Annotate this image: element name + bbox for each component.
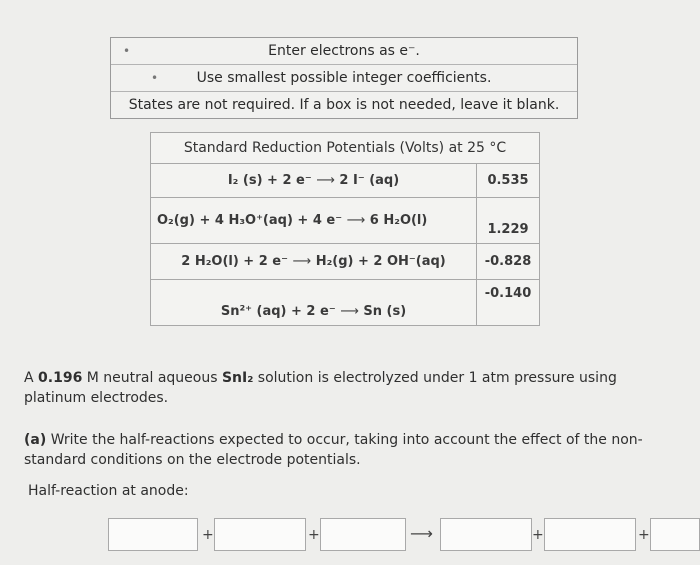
problem-suffix: solution is electrolyzed under 1 atm pressure using platinum electrodes.	[24, 370, 617, 406]
plus-sign: +	[638, 527, 650, 543]
products: H₂(g) + 2 OH⁻(aq)	[315, 254, 446, 269]
anode-product-box-2[interactable]	[544, 518, 636, 551]
anode-product-box-3[interactable]	[650, 518, 700, 551]
instruction-row	[111, 65, 577, 92]
compound-formula: SnI₂	[221, 370, 254, 386]
anode-label: Half-reaction at anode:	[28, 483, 189, 499]
part-text: Write the half-reactions expected to occur, taking into account the effect of the non-standard conditions on the electrode potentials.	[24, 432, 643, 468]
instruction-text: Enter electrons as e⁻.	[268, 43, 420, 59]
part-a-prompt	[24, 430, 674, 470]
bullet-icon: •	[123, 44, 131, 58]
table-row	[151, 164, 540, 198]
plus-sign: +	[202, 527, 214, 543]
reactants: 2 H₂O(l) + 2 e⁻	[181, 254, 288, 269]
products: 2 I⁻ (aq)	[339, 173, 400, 188]
products: Sn (s)	[363, 304, 407, 319]
table-row	[151, 198, 540, 244]
reaction-arrow-icon: ⟶	[316, 173, 335, 188]
table-row	[151, 280, 540, 326]
instruction-text: States are not required. If a box is not needed, leave it blank.	[128, 97, 560, 113]
reactants: Sn²⁺ (aq) + 2 e⁻	[220, 304, 336, 319]
table-title: Standard Reduction Potentials (Volts) at 25 °C	[151, 133, 540, 164]
anode-reactant-box-1[interactable]	[108, 518, 198, 551]
instructions-panel	[110, 37, 578, 119]
problem-mid: M neutral aqueous	[82, 370, 222, 386]
problem-statement	[24, 368, 664, 408]
reaction-cell	[151, 198, 477, 244]
problem-prefix: A	[24, 370, 34, 386]
instruction-text: Use smallest possible integer coefficients.	[196, 70, 492, 86]
reactants: O₂(g) + 4 H₃O⁺(aq) + 4 e⁻	[157, 213, 343, 228]
plus-sign: +	[308, 527, 320, 543]
anode-product-box-1[interactable]	[440, 518, 532, 551]
reaction-cell	[151, 280, 477, 326]
plus-sign: +	[532, 527, 544, 543]
potential-cell: -0.140	[477, 280, 540, 326]
reactants: I₂ (s) + 2 e⁻	[227, 173, 312, 188]
anode-reactant-box-3[interactable]	[320, 518, 406, 551]
reaction-cell	[151, 164, 477, 198]
anode-equation-inputs	[108, 518, 700, 553]
reaction-arrow-icon: ⟶	[292, 254, 312, 269]
reduction-potentials-table	[150, 132, 540, 326]
part-label: (a)	[24, 432, 47, 448]
products: 6 H₂O(l)	[369, 213, 428, 228]
reaction-arrow-icon: ⟶	[410, 524, 433, 543]
anode-reactant-box-2[interactable]	[214, 518, 306, 551]
potential-cell: -0.828	[477, 244, 540, 280]
instruction-row	[111, 92, 577, 118]
instruction-row	[111, 38, 577, 65]
table-row	[151, 244, 540, 280]
concentration-value: 0.196	[38, 370, 83, 386]
potential-cell: 0.535	[477, 164, 540, 198]
reaction-cell	[151, 244, 477, 280]
reaction-arrow-icon: ⟶	[340, 304, 359, 319]
potential-cell: 1.229	[477, 198, 540, 244]
bullet-icon: •	[151, 71, 159, 85]
reaction-arrow-icon: ⟶	[346, 213, 366, 228]
